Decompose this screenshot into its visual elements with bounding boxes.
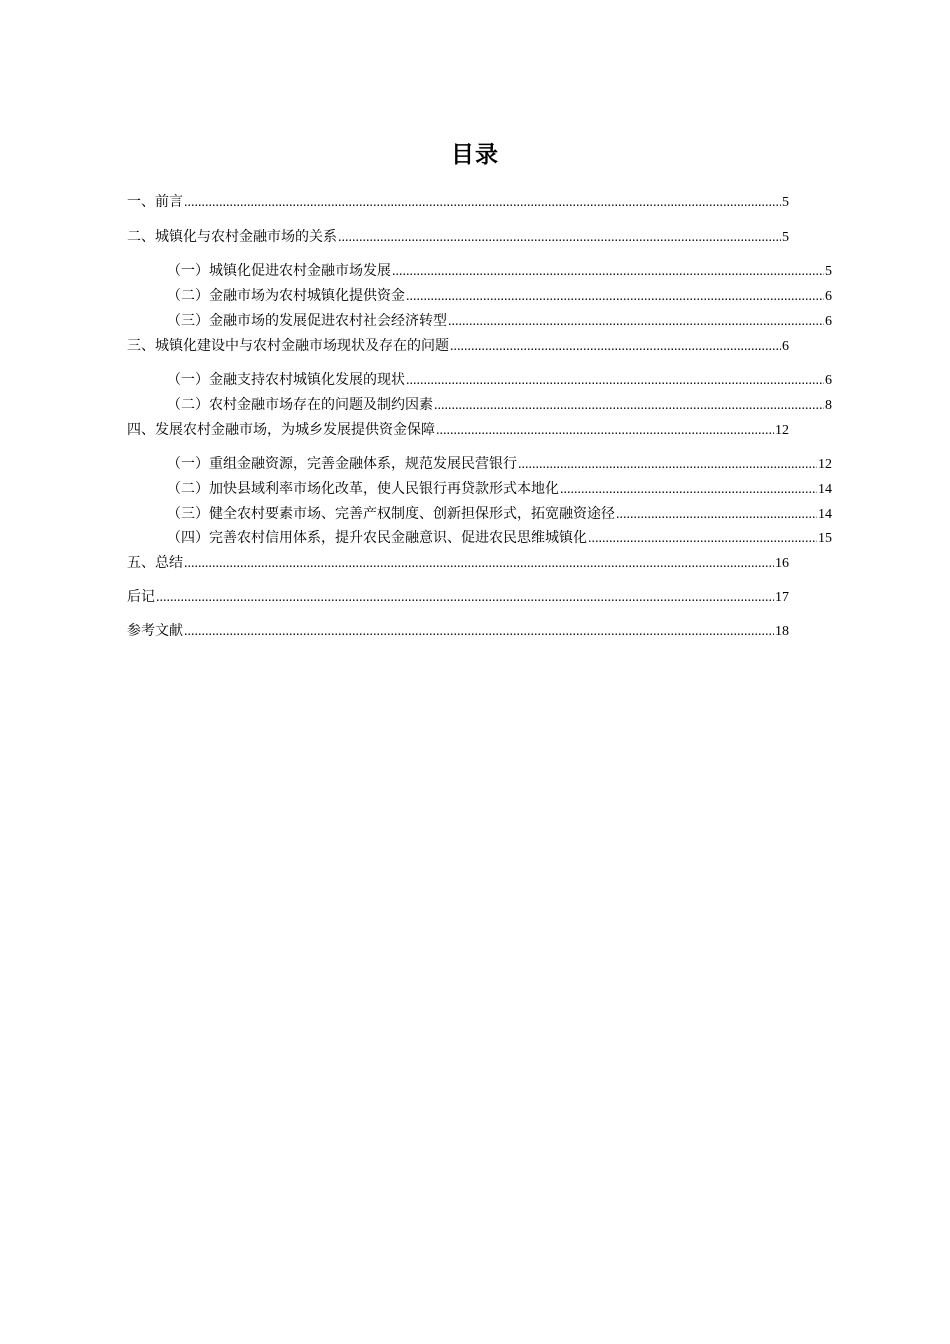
dot-leader <box>184 194 781 212</box>
toc-entry-page: 15 <box>818 531 832 546</box>
dot-leader <box>184 555 774 573</box>
dot-leader <box>588 530 817 548</box>
toc-entry-label: （二）金融市场为农村城镇化提供资金 <box>167 288 405 304</box>
toc-entry-page: 5 <box>782 230 789 245</box>
toc-entry-section-2-3[interactable] <box>167 312 832 331</box>
toc-entry-label: 四、发展农村金融市场，为城乡发展提供资金保障 <box>127 422 435 438</box>
dot-leader <box>434 397 824 415</box>
toc-entry-section-2-1[interactable] <box>167 262 832 281</box>
toc-entry-page: 5 <box>782 195 789 210</box>
dot-leader <box>450 338 781 356</box>
dot-leader <box>406 288 824 306</box>
toc-entry-section-4-1[interactable] <box>167 455 832 474</box>
toc-entry-page: 8 <box>825 398 832 413</box>
toc-entry-label: 参考文献 <box>127 623 183 639</box>
toc-entry-section-2-2[interactable] <box>167 287 832 306</box>
toc-entry-page: 6 <box>825 314 832 329</box>
toc-entry-label: （三）健全农村要素市场、完善产权制度、创新担保形式，拓宽融资途径 <box>167 506 615 522</box>
toc-title: 目录 <box>451 142 499 168</box>
toc-entry-label: 一、前言 <box>127 194 183 210</box>
toc-entry-label: （二）农村金融市场存在的问题及制约因素 <box>167 397 433 413</box>
toc-entry-page: 6 <box>782 339 789 354</box>
toc-entry-label: （二）加快县域利率市场化改革，使人民银行再贷款形式本地化 <box>167 481 559 497</box>
dot-leader <box>436 422 774 440</box>
toc-entry-references[interactable] <box>127 622 789 641</box>
toc-entry-section-4-2[interactable] <box>167 480 832 499</box>
dot-leader <box>338 229 781 247</box>
toc-entry-page: 12 <box>775 423 789 438</box>
dot-leader <box>616 506 817 524</box>
toc-entry-section-3-2[interactable] <box>167 396 832 415</box>
toc-entry-label: （四）完善农村信用体系，提升农民金融意识、促进农民思维城镇化 <box>167 530 587 546</box>
dot-leader <box>156 589 774 607</box>
toc-entry-page: 14 <box>818 482 832 497</box>
dot-leader <box>184 623 774 641</box>
toc-entry-label: 三、城镇化建设中与农村金融市场现状及存在的问题 <box>127 338 449 354</box>
toc-entry-page: 12 <box>818 457 832 472</box>
toc-entry-label: （一）金融支持农村城镇化发展的现状 <box>167 372 405 388</box>
toc-entry-section-4-3[interactable] <box>167 505 832 524</box>
toc-entry-page: 17 <box>775 590 789 605</box>
dot-leader <box>560 481 817 499</box>
toc-entry-section-4[interactable] <box>127 421 789 440</box>
toc-entry-label: 二、城镇化与农村金融市场的关系 <box>127 229 337 245</box>
toc-entry-label: 五、总结 <box>127 555 183 571</box>
toc-entry-postscript[interactable] <box>127 588 789 607</box>
dot-leader <box>448 313 824 331</box>
toc-entry-page: 16 <box>775 556 789 571</box>
dot-leader <box>518 456 817 474</box>
toc-entry-section-3[interactable] <box>127 337 789 356</box>
toc-entry-section-2[interactable] <box>127 228 789 247</box>
toc-entry-page: 18 <box>775 624 789 639</box>
toc-entry-section-3-1[interactable] <box>167 371 832 390</box>
dot-leader <box>392 263 824 281</box>
toc-entry-label: 后记 <box>127 589 155 605</box>
toc-entry-label: （一）重组金融资源，完善金融体系，规范发展民营银行 <box>167 456 517 472</box>
toc-entry-page: 14 <box>818 507 832 522</box>
toc-entry-page: 5 <box>825 264 832 279</box>
toc-entry-label: （三）金融市场的发展促进农村社会经济转型 <box>167 313 447 329</box>
dot-leader <box>406 372 824 390</box>
toc-entry-page: 6 <box>825 289 832 304</box>
toc-entry-label: （一）城镇化促进农村金融市场发展 <box>167 263 391 279</box>
toc-entry-section-5[interactable] <box>127 554 789 573</box>
toc-entry-page: 6 <box>825 373 832 388</box>
toc-entry-section-4-4[interactable] <box>167 529 832 548</box>
toc-entry-preface[interactable] <box>127 193 789 212</box>
